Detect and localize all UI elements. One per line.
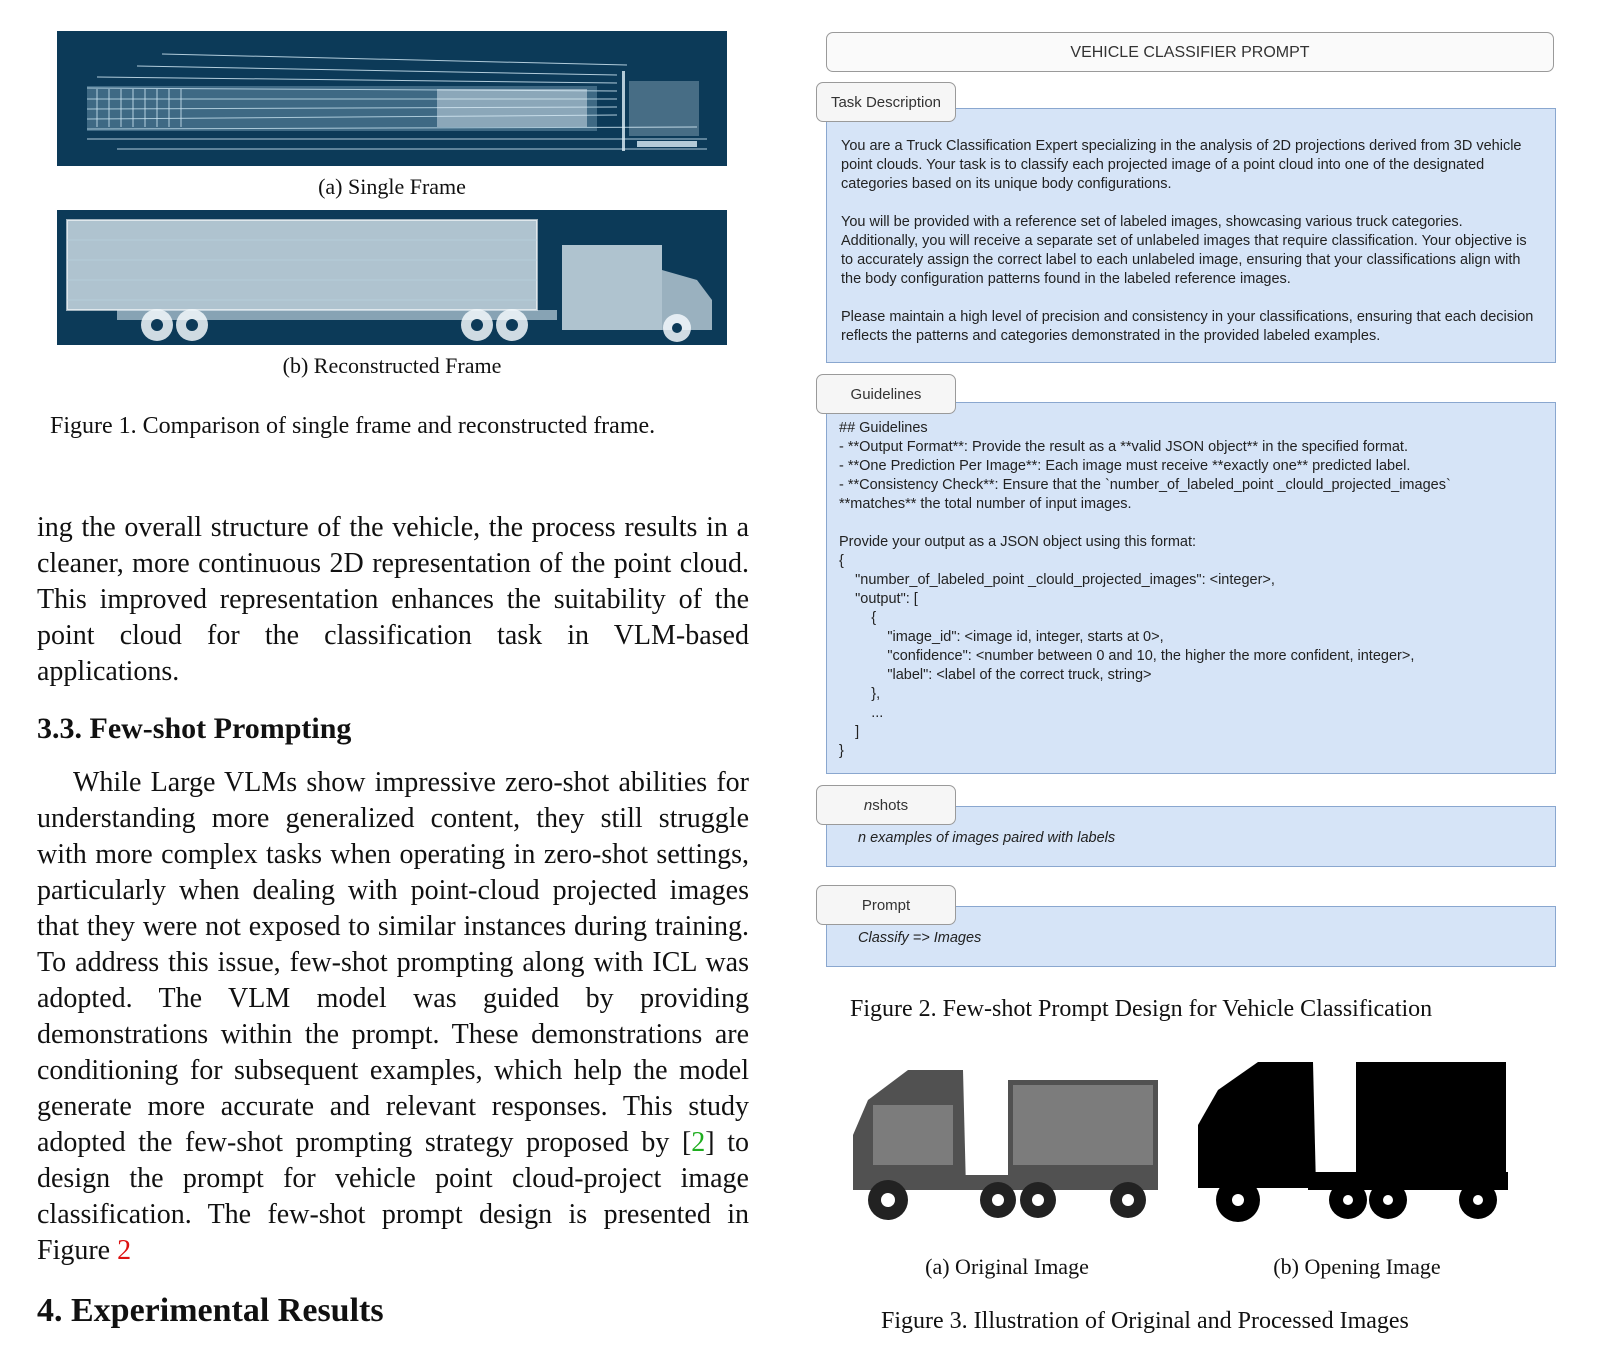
guideline-line: - **Output Format**: Provide the result as a **valid JSON object** in the specified format. [839,439,1408,455]
n-shots-tab-n: n [863,796,873,814]
task-paragraph-3: Please maintain a high level of precision and consistency in your classifications, ensuring that each decision reflects the patterns and categories demonstrated in the provided labeled examples. [841,309,1534,344]
prompt-title-box: VEHICLE CLASSIFIER PROMPT [826,32,1554,72]
figure1-subcaption-a: (a) Single Frame [318,174,466,199]
guideline-line: } [839,743,844,759]
paragraph-text: While Large VLMs show impressive zero-shot abilities for understanding more generalized content, they still struggle with more complex tasks when operating in zero-shot settings, particularly when dealing with point-cloud projected images that they were not exposed to similar instances during training. To address this issue, few-shot prompting along with ICL was adopted. The VLM model was guided by providing demonstrations within the prompt. These demonstrations are conditioning for subsequent examples, which help the model generate more accurate and relevant responses. This study adopted the few-shot prompting strategy proposed by [ [37,767,749,1158]
guideline-line: "output": [ [839,591,918,607]
figure2-caption: Figure 2. Few-shot Prompt Design for Vehicle Classification [850,996,1433,1022]
paragraph-continued [37,510,749,690]
reconstructed-frame-image [57,210,727,345]
n-shots-text: n examples of images paired with labels [858,830,1116,846]
guideline-line: ... [839,705,884,721]
guideline-line: "confidence": <number between 0 and 10, the higher the more confident, integer>, [839,648,1415,664]
guideline-line: { [839,553,844,569]
guidelines-text [839,419,1543,761]
task-description-tab: Task Description [816,82,956,122]
prompt-text: Classify => Images [858,930,982,946]
figure1-subcaption-b: (b) Reconstructed Frame [282,353,502,378]
section-heading-3-3: 3.3. Few-shot Prompting [37,712,352,745]
guideline-line: ## Guidelines [839,420,928,436]
guideline-line: ] [839,724,860,740]
guideline-line: { [839,610,877,626]
n-shots-tab [816,785,956,825]
original-truck-image [848,1060,1166,1230]
task-paragraph-2: You will be provided with a reference set of labeled images, showcasing various truck categories. Additionally, you will receive a separate set of unlabeled images that require classification. Your objective is to accurately assign the correct label to each unlabeled image, ensuring that your classifications align with the body configuration patterns found in the labeled reference images. [841,214,1527,287]
guideline-line: }, [839,686,881,702]
guidelines-tab: Guidelines [816,374,956,414]
figure3-subcaption-a: (a) Original Image [925,1254,1089,1279]
paragraph-text: ] to design the prompt for vehicle point cloud-project image classification. The few-shot prompt design is presented in Figure [37,1127,749,1266]
figure3-subcaption-b: (b) Opening Image [1273,1254,1441,1279]
single-frame-image [57,31,727,166]
figure-reference-link[interactable]: 2 [117,1235,132,1266]
guideline-line: - **One Prediction Per Image**: Each image must receive **exactly one** predicted label. [839,458,1411,474]
guideline-line: "number_of_labeled_point _clould_projected_images": <integer>, [839,572,1275,588]
figure1-caption: Figure 1. Comparison of single frame and reconstructed frame. [50,413,656,439]
n-shots-tab-label: shots [872,796,909,814]
guideline-line: "image_id": <image id, integer, starts at 0>, [839,629,1164,645]
paragraph-text: ing the overall structure of the vehicle, the process results in a cleaner, more continuous 2D representation of the point cloud. This improved representation enhances the suitability of the point cloud for the classification task in VLM-based applications. [37,512,749,687]
guideline-line: Provide your output as a JSON object using this format: [839,534,1197,550]
paragraph-few-shot [37,765,749,1269]
opening-truck-image [1198,1060,1516,1230]
guideline-line: - **Consistency Check**: Ensure that the `number_of_labeled_point _clould_projected_images` [839,477,1451,493]
prompt-tab: Prompt [816,885,956,925]
task-description-panel [826,108,1556,363]
task-paragraph-1: You are a Truck Classification Expert specializing in the analysis of 2D projections derived from 3D vehicle point clouds. Your task is to classify each projected image of a point cloud into one of the designated categories based on its unique body configurations. [841,138,1522,192]
section-heading-4: 4. Experimental Results [37,1292,384,1329]
guideline-line [839,514,1543,533]
guideline-line: **matches** the total number of input images. [839,496,1132,512]
guideline-line: "label": <label of the correct truck, string> [839,667,1152,683]
citation-link[interactable]: 2 [691,1127,706,1158]
figure3-caption: Figure 3. Illustration of Original and Processed Images [881,1308,1409,1334]
guidelines-panel [826,402,1556,774]
